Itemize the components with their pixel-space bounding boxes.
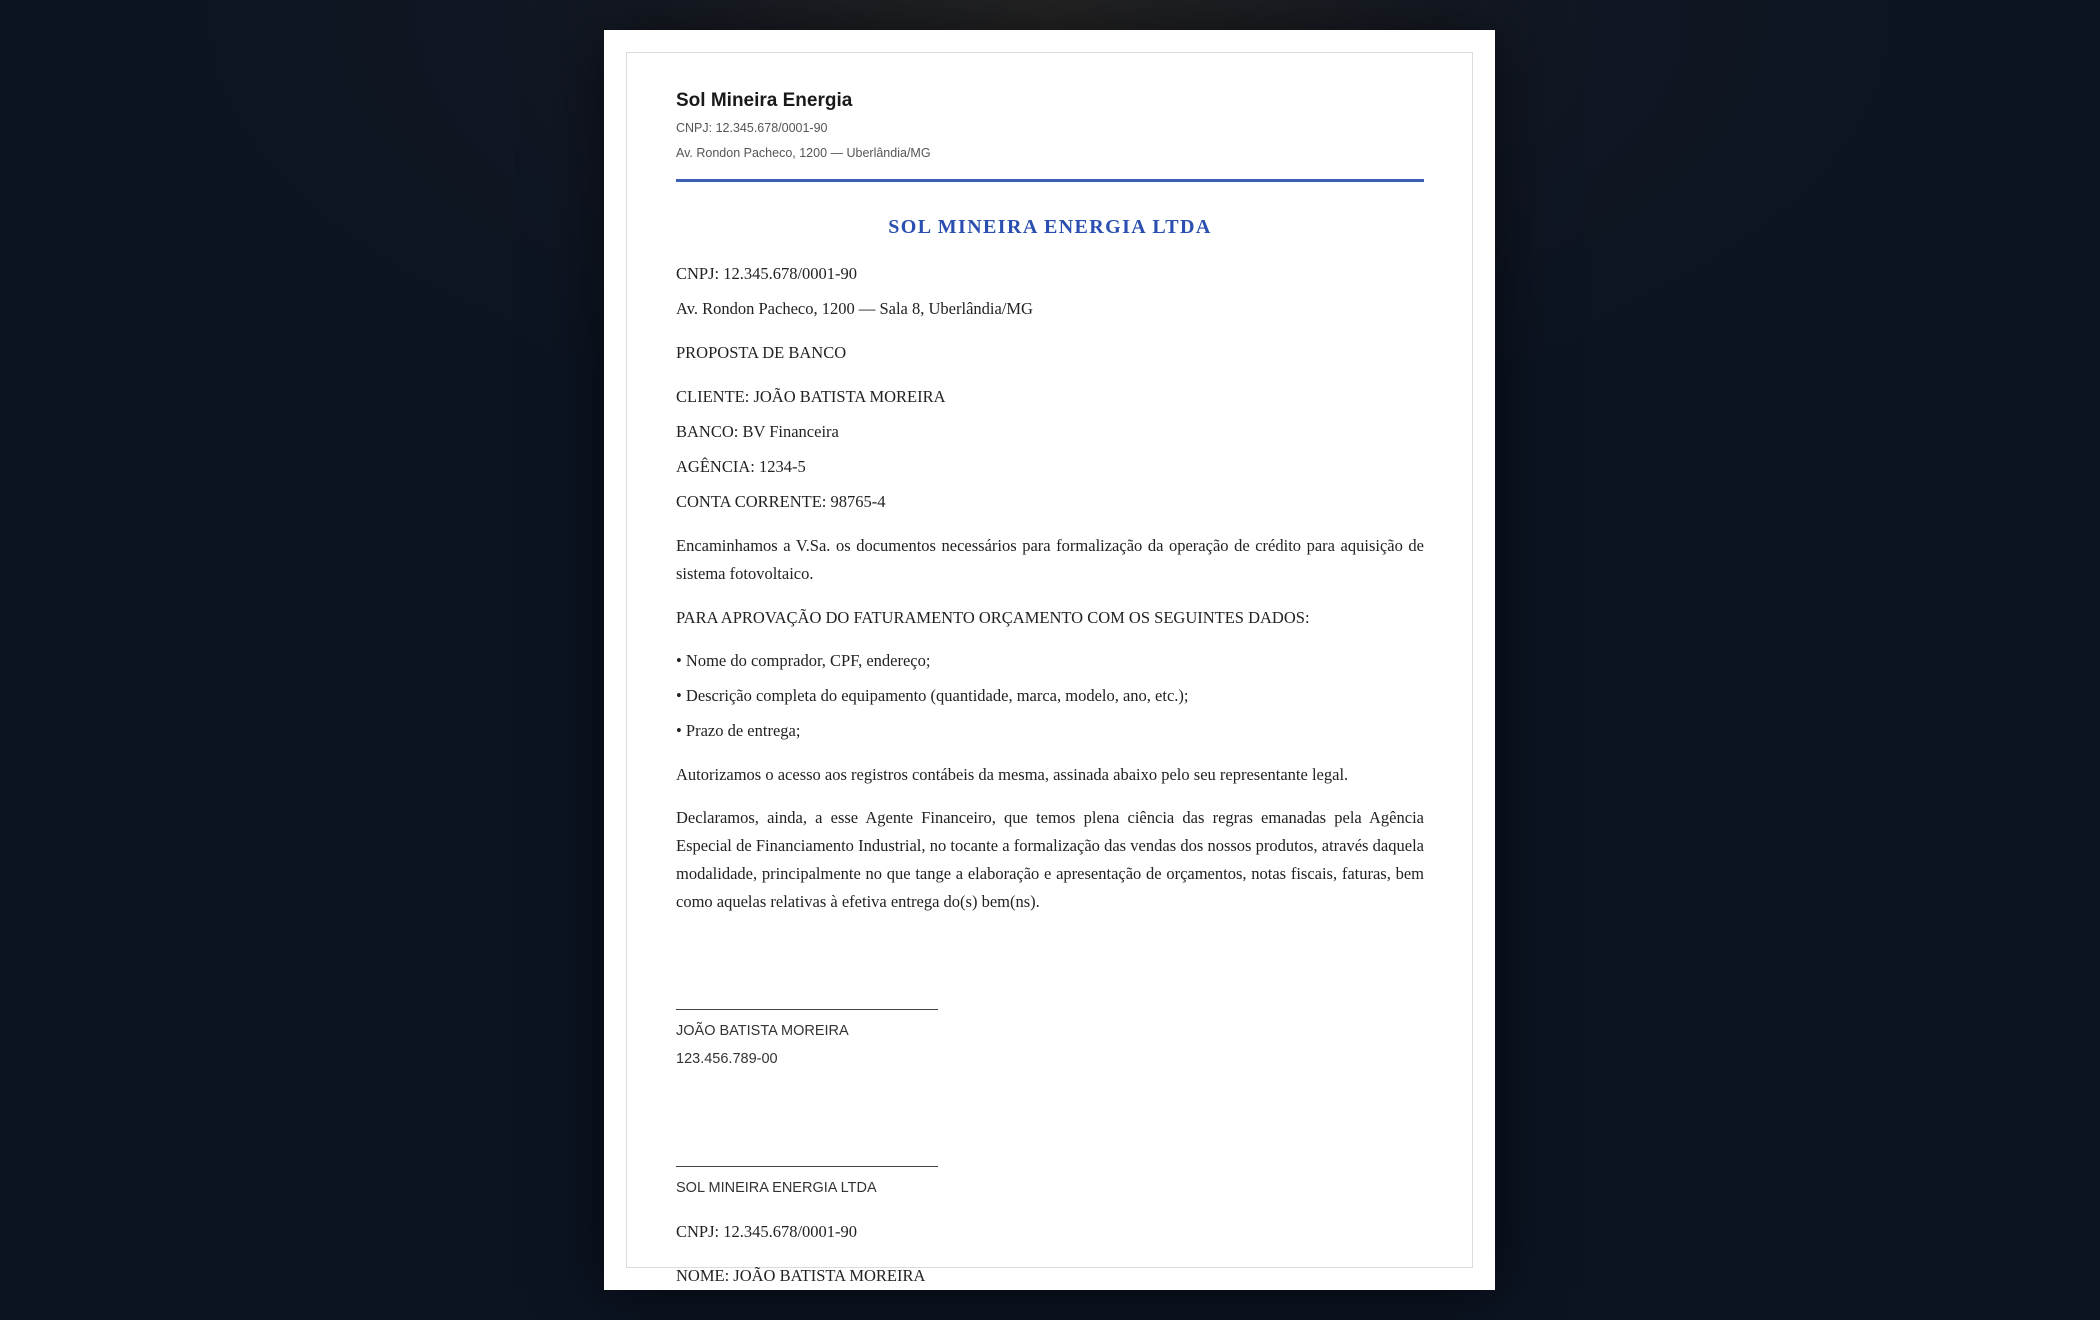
footer-name: NOME: JOÃO BATISTA MOREIRA [676, 1266, 926, 1285]
company-signatory-name: SOL MINEIRA ENERGIA LTDA [676, 1180, 877, 1196]
footer-cnpj: CNPJ: 12.345.678/0001-90 [676, 1222, 858, 1241]
declaration-paragraph: Declaramos, ainda, a esse Agente Financeiro, que temos plena ciência das regras emanadas pela Agência Especial de Financiamento Industrial, no tocante a formalização das vendas dos nossos produtos, através daquela modalidade, principalmente no que tange a elaboração e apresentação de orçamentos, notas fiscais, faturas, bem como aquelas relativas à efetiva entrega do(s) bem(ns). [676, 808, 1424, 911]
letterhead [676, 86, 1424, 182]
intro-paragraph: Encaminhamos a V.Sa. os documentos necessários para formalização da operação de crédito para aquisição de sistema fotovoltaico. [676, 536, 1424, 583]
bank-line: BANCO: BV Financeira [676, 422, 839, 441]
document-subject: PROPOSTA DE BANCO [676, 343, 847, 362]
document-page [604, 30, 1495, 1290]
bullet-item: • Descrição completa do equipamento (quantidade, marca, modelo, ano, etc.); [676, 686, 1189, 705]
bullet-item: • Nome do comprador, CPF, endereço; [676, 651, 931, 670]
signature-line [676, 1009, 938, 1010]
signatory-name: JOÃO BATISTA MOREIRA [676, 1023, 849, 1039]
signature-line [676, 1166, 938, 1167]
company-address: Av. Rondon Pacheco, 1200 — Sala 8, Uberlândia/MG [676, 299, 1033, 318]
company-cnpj: CNPJ: 12.345.678/0001-90 [676, 264, 858, 283]
letterhead-company-name: Sol Mineira Energia [676, 90, 853, 111]
bullet-item: • Prazo de entrega; [676, 721, 801, 740]
agency-line: AGÊNCIA: 1234-5 [676, 457, 806, 476]
document-content [676, 86, 1424, 1290]
authorization-paragraph: Autorizamos o acesso aos registros contábeis da mesma, assinada abaixo pelo seu representante legal. [676, 765, 1349, 784]
letterhead-address: Av. Rondon Pacheco, 1200 — Uberlândia/MG [676, 146, 931, 160]
account-line: CONTA CORRENTE: 98765-4 [676, 492, 886, 511]
approval-heading: PARA APROVAÇÃO DO FATURAMENTO ORÇAMENTO COM OS SEGUINTES DADOS: [676, 608, 1310, 627]
document-title: SOL MINEIRA ENERGIA LTDA [888, 216, 1212, 238]
signatory-cpf: 123.456.789-00 [676, 1051, 778, 1067]
client-line: CLIENTE: JOÃO BATISTA MOREIRA [676, 387, 946, 406]
letterhead-cnpj: CNPJ: 12.345.678/0001-90 [676, 121, 828, 135]
letterhead-divider [676, 179, 1424, 182]
